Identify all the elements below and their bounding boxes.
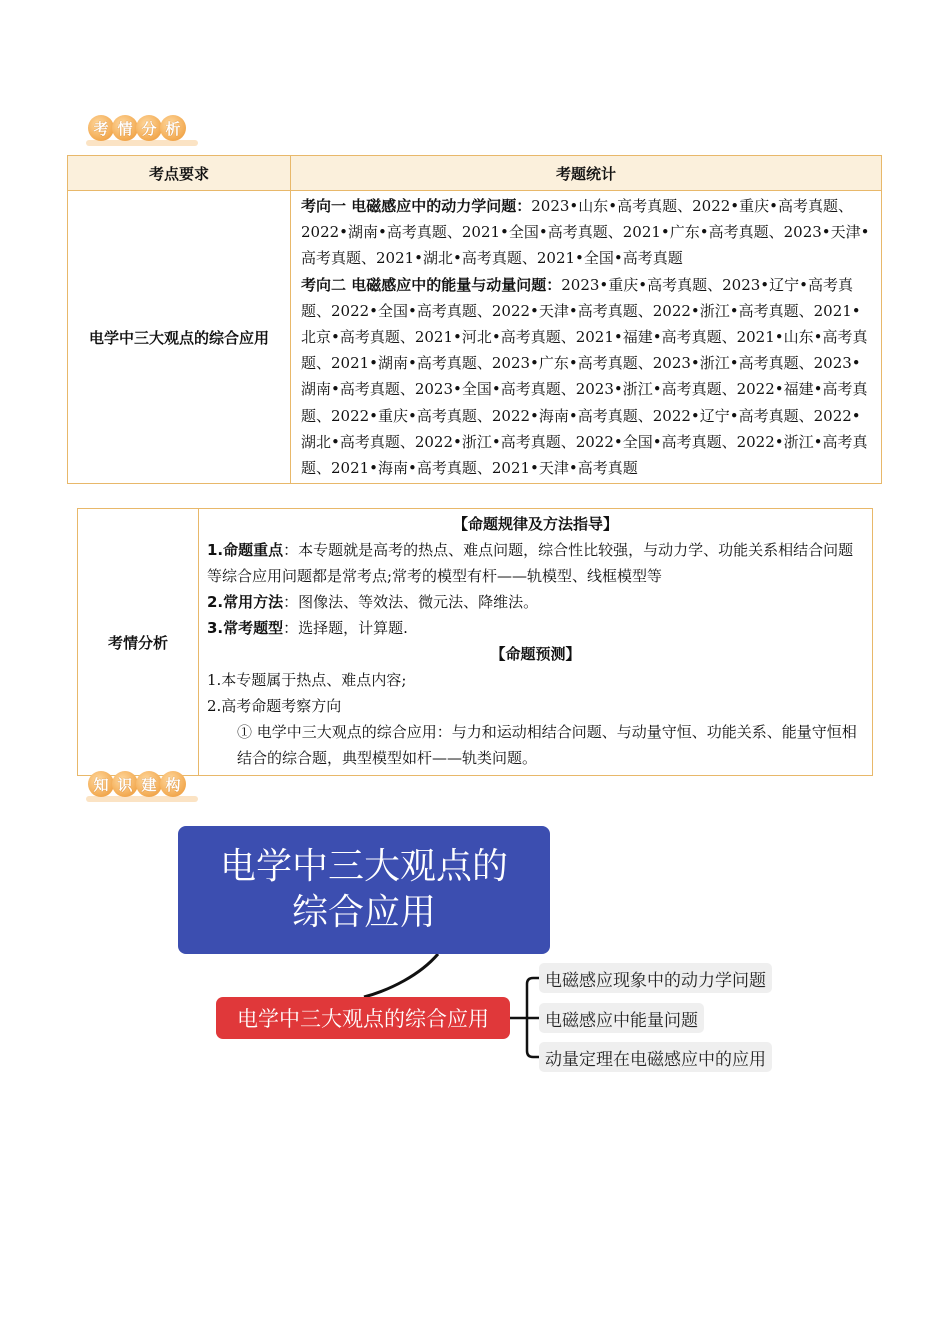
badge-char: 识 [112, 771, 138, 797]
prediction-2: 2.高考命题考察方向 [207, 697, 342, 715]
badge-char: 分 [136, 115, 162, 141]
mindmap-leaf-dynamics: 电磁感应现象中的动力学问题 [539, 963, 772, 993]
point-2-label: 2.常用方法 [207, 593, 284, 611]
prediction-title: 【命题预测】 [490, 645, 581, 663]
direction-2-text: 2023•重庆•高考真题、2023•辽宁•高考真题、2022•全国•高考真题、2022•天津•高考真题、2022•浙江•高考真题、2021•北京•高考真题、2021•河北•高考真题、2021•福建•高考真题、2021•山东•高考真题、2021•湖南•高考真题、2023•广东•高考真题、2023•浙江•高考真题、2023•湖南•高考真题、2023•全国•高考真题、2023•浙江•高考真题、2022•福建•高考真题、2022•重庆•高考真题、2022•海南•高考真题、2022•辽宁•高考真题、2022•湖北•高考真题、2022•浙江•高考真题、2022•全国•高考真题、2022•浙江•高考真题、2021•海南•高考真题、2021•天津•高考真题 [301, 275, 868, 478]
mindmap-leaf-energy: 电磁感应中能量问题 [539, 1003, 704, 1033]
requirement-cell: 电学中三大观点的综合应用 [68, 191, 291, 484]
badge-char: 析 [160, 115, 186, 141]
direction-1-label: 考向一 电磁感应中的动力学问题： [301, 197, 532, 215]
badge-char: 情 [112, 115, 138, 141]
point-3-text: ：选择题，计算题. [283, 619, 408, 637]
root-line-2: 综合应用 [291, 892, 436, 933]
mindmap-leaf-momentum: 动量定理在电磁感应中的应用 [539, 1042, 772, 1072]
direction-2-label: 考向二 电磁感应中的能量与动量问题： [301, 275, 562, 294]
header-requirement: 考点要求 [68, 156, 291, 191]
prediction-3: ① 电学中三大观点的综合应用：与力和运动相结合问题、与动量守恒、功能关系、能量守恒相结合的综合题，典型模型如杆——轨类问题。 [237, 723, 857, 767]
header-statistics: 考题统计 [291, 156, 882, 191]
analysis-label: 考情分析 [78, 509, 199, 776]
direction-1-text: 2023•山东•高考真题、2022•重庆•高考真题、2022•湖南•高考真题、2021•全国•高考真题、2021•广东•高考真题、2023•天津•高考真题、2021•湖北•高考真题、2021•全国•高考真题 [301, 197, 870, 268]
prediction-1: 1.本专题属于热点、难点内容; [207, 671, 407, 689]
point-2-text: ：图像法、等效法、微元法、降维法。 [283, 593, 539, 611]
guidance-title: 【命题规律及方法指导】 [452, 515, 618, 533]
point-1-text: ：本专题就是高考的热点、难点问题，综合性比较强，与动力学、功能关系相结合问题等综合应用问题都是常考点;常考的模型有杆——轨模型、线框模型等 [207, 541, 854, 585]
badge-char: 建 [136, 771, 162, 797]
mindmap-main-node: 电学中三大观点的综合应用 [216, 997, 510, 1039]
mindmap-root-node [178, 826, 550, 954]
badge-char: 考 [88, 115, 114, 141]
root-line-1: 电学中三大观点的 [219, 846, 508, 887]
point-3-label: 3.常考题型 [207, 619, 284, 637]
point-1-label: 1.命题重点 [207, 541, 284, 559]
badge-char: 构 [160, 771, 186, 797]
badge-char: 知 [88, 771, 114, 797]
